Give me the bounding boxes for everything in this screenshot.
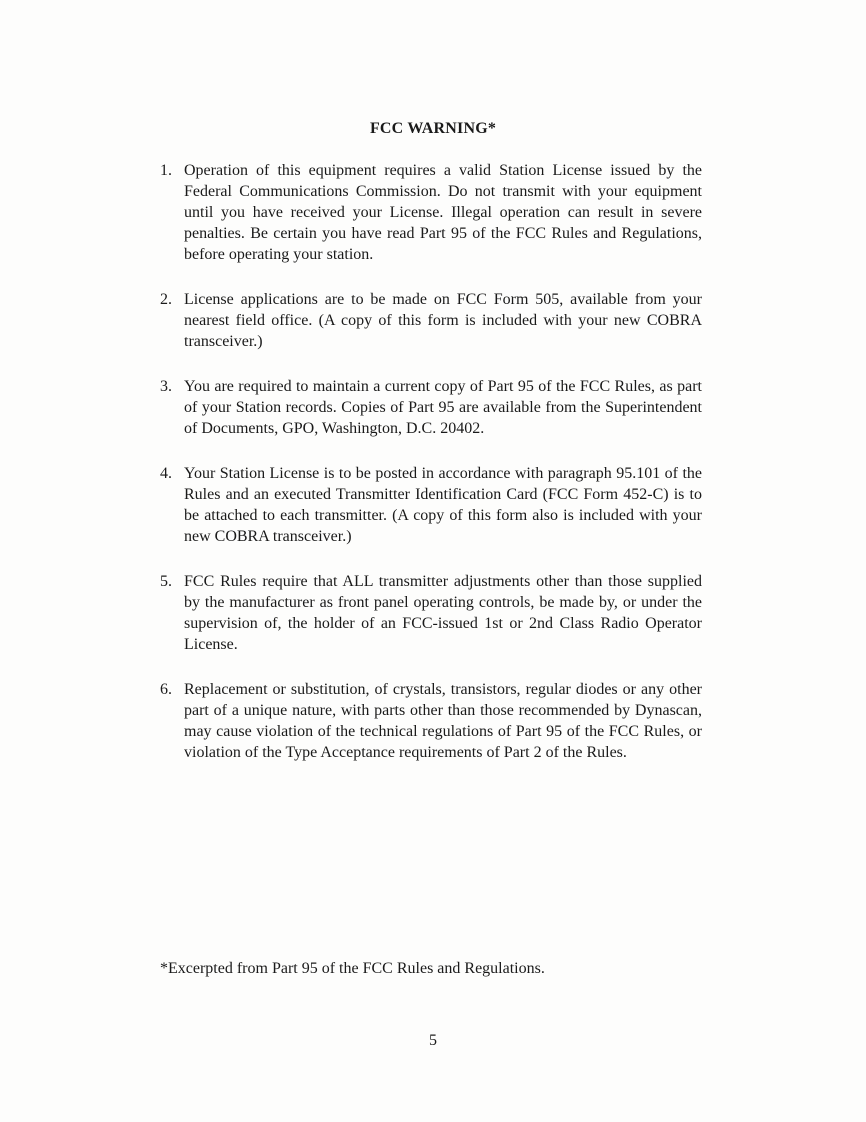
- item-text: License applications are to be made on FCC Form 505, available from your nearest field office. (A copy of this form is included with your new COBRA transceiver.): [184, 291, 702, 350]
- list-item: [160, 160, 702, 265]
- item-text: You are required to maintain a current copy of Part 95 of the FCC Rules, as part of your Station records. Copies of Part 95 are available from the Superintendent of Documents, GPO, Washington, D.C. 20402.: [184, 378, 702, 437]
- warning-list: [160, 160, 702, 787]
- item-number: 1.: [160, 162, 172, 179]
- item-number: 3.: [160, 378, 172, 395]
- footnote: *Excerpted from Part 95 of the FCC Rules and Regulations.: [160, 960, 545, 977]
- item-number: 4.: [160, 465, 172, 482]
- item-number: 2.: [160, 291, 172, 308]
- item-text: Operation of this equipment requires a valid Station License issued by the Federal Communications Commission. Do not transmit with your equipment until you have received your License. Illegal operation can result in severe penalties. Be certain you have read Part 95 of the FCC Rules and Regulations, before operating your station.: [184, 162, 702, 263]
- item-text: Your Station License is to be posted in accordance with paragraph 95.101 of the Rules and an executed Transmitter Identification Card (FCC Form 452-C) is to be attached to each transmitter. (A copy of this form also is included with your new COBRA transceiver.): [184, 465, 702, 545]
- list-item: [160, 571, 702, 655]
- list-item: [160, 289, 702, 352]
- item-number: 5.: [160, 573, 172, 590]
- item-number: 6.: [160, 681, 172, 698]
- list-item: [160, 679, 702, 763]
- list-item: [160, 463, 702, 547]
- item-text: Replacement or substitution, of crystals, transistors, regular diodes or any other part of a unique nature, with parts other than those recommended by Dynascan, may cause violation of the technical regulations of Part 95 of the FCC Rules, or violation of the Type Acceptance requirements of Part 2 of the Rules.: [184, 681, 702, 761]
- page-title: FCC WARNING*: [369, 120, 497, 137]
- item-text: FCC Rules require that ALL transmitter adjustments other than those supplied by the manufacturer as front panel operating controls, be made by, or under the supervision of, the holder of an FCC-issued 1st or 2nd Class Radio Operator License.: [184, 573, 702, 653]
- page-number: 5: [429, 1032, 437, 1049]
- list-item: [160, 376, 702, 439]
